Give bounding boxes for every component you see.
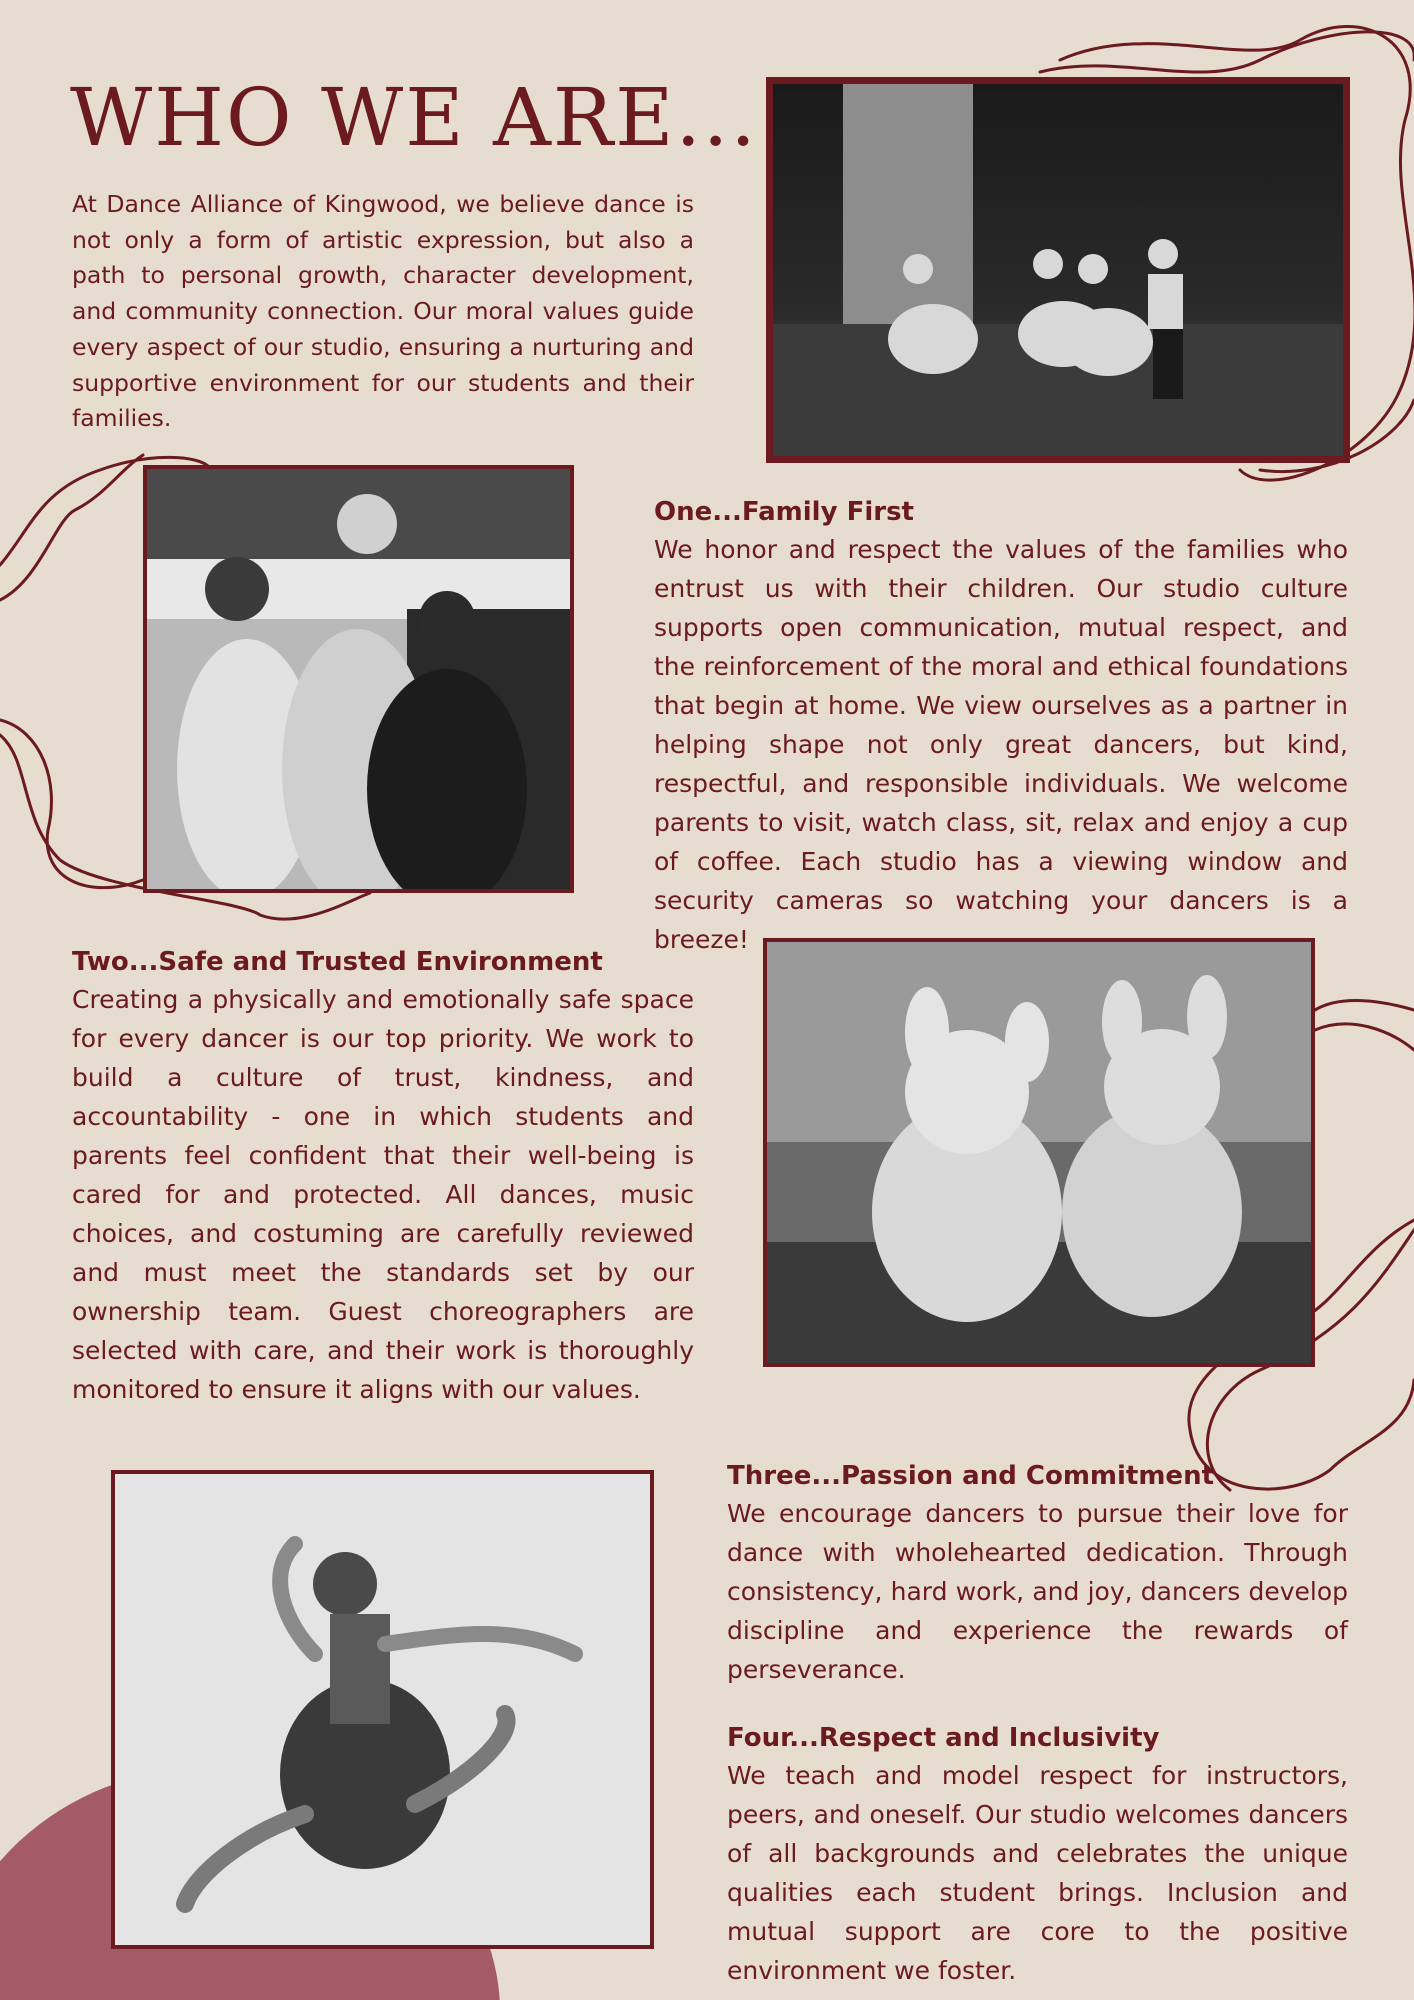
section-body: We encourage dancers to pursue their love for dance with wholehearted dedication. Through consistency, hard work, and joy, dancers develop discipline and experience the rewards of perseverance. <box>727 1499 1348 1684</box>
section-heading: One...Family First <box>654 497 914 527</box>
section-respect-inclusivity <box>727 1720 1348 1990</box>
section-family-first <box>654 494 1348 959</box>
section-passion-commitment <box>727 1458 1348 1689</box>
intro-paragraph: At Dance Alliance of Kingwood, we believe dance is not only a form of artistic expression, but also a path to personal growth, character development, and community connection. Our moral values guide every aspect of our studio, ensuring a nurturing and supportive environment for our students and their families. <box>72 190 694 433</box>
photo-dancers-hugging <box>143 465 574 893</box>
photo-bunny-costumes <box>763 938 1315 1367</box>
photo-children-dancing <box>766 77 1350 463</box>
section-heading: Three...Passion and Commitment <box>727 1461 1215 1491</box>
page-title: WHO WE ARE... <box>70 71 758 164</box>
section-heading: Two...Safe and Trusted Environment <box>72 947 603 977</box>
section-safe-environment <box>72 944 694 1409</box>
section-body: Creating a physically and emotionally safe space for every dancer is our top priority. We work to build a culture of trust, kindness, and accountability - one in which students and parents feel confident that their well-being is cared for and protected. All dances, music choices, and costuming are carefully reviewed and must meet the standards set by our ownership team. Guest choreographers are selected with care, and their work is thoroughly monitored to ensure it aligns with our values. <box>72 985 694 1404</box>
section-body: We teach and model respect for instructors, peers, and oneself. Our studio welcomes dancers of all backgrounds and celebrates the unique qualities each student brings. Inclusion and mutual support are core to the positive environment we foster. <box>727 1761 1348 1985</box>
photo-leaping-dancer <box>111 1470 654 1949</box>
section-body: We honor and respect the values of the families who entrust us with their children. Our studio culture supports open communication, mutual respect, and the reinforcement of the moral and ethical foundations that begin at home. We view ourselves as a partner in helping shape not only great dancers, but kind, respectful, and responsible individuals. We welcome parents to visit, watch class, sit, relax and enjoy a cup of coffee. Each studio has a viewing window and security cameras so watching your dancers is a breeze! <box>654 535 1348 954</box>
section-heading: Four...Respect and Inclusivity <box>727 1723 1160 1753</box>
